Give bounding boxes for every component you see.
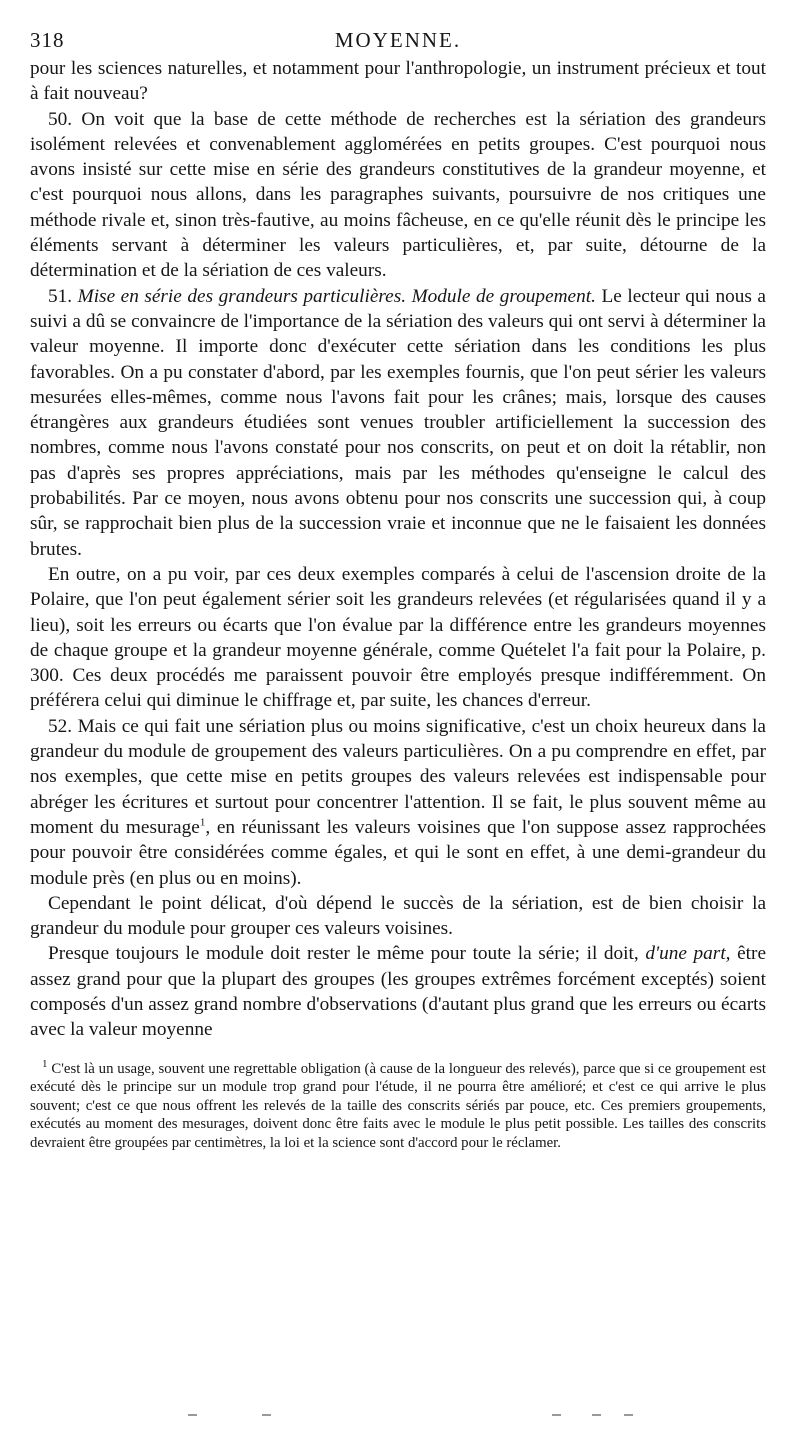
- paragraph: [30, 562, 766, 714]
- section-number: 52.: [48, 715, 73, 737]
- paragraph-text: Cependant le point délicat, d'où dépend le succès de la sériation, est de bien choisir la grandeur du module pour grouper ces valeurs voisines.: [30, 892, 766, 940]
- paragraph-51: [30, 284, 766, 562]
- section-heading: Mise en série des grandeurs particulières. Module de groupement.: [77, 285, 596, 307]
- footnote: [30, 1057, 766, 1153]
- scan-mark: [592, 1414, 601, 1416]
- paragraph: [30, 941, 766, 1042]
- scan-mark: [624, 1414, 633, 1416]
- page: [30, 22, 766, 1152]
- paragraph-text: être assez grand pour que la plupart des groupes (les groupes extrêmes forcément exceptés) soient composés d'un assez grand nombre d'observations (d'autant plus grand que les erreurs ou écarts avec la valeur moyenne: [30, 943, 767, 1041]
- emphasis: d'une part,: [645, 943, 731, 965]
- paragraph-text: Le lecteur qui nous a suivi a dû se convaincre de l'importance de la sériation des valeurs qui ont servi à déterminer la valeur moyenne. Il importe donc d'exécuter cette sériation dans les conditions les plus favorables. On a pu constater d'abord, par les exemples fournis, que l'on peut sérier les valeurs mesurées elles-mêmes, comme nous l'avons fait pour les crânes; mais, lorsque des causes étrangères aux grandeurs étudiées sont venues troubler artificiellement la succession des nombres, comme nous l'avons constaté pour nos conscrits, on peut et on doit la rétablir, non pas d'après ses propres appréciations, mais par les méthodes qu'enseigne le calcul des probabilités. Par ce moyen, nous avons obtenu pour nos conscrits une succession qui, à coup sûr, se rapprochait bien plus de la succession vraie et inconnue que ne le faisaient les données brutes.: [30, 285, 766, 560]
- paragraph-text: En outre, on a pu voir, par ces deux exemples comparés à celui de l'ascension droite de la Polaire, que l'on peut également sérier soit les grandeurs relevées (et régularisées quand il y a lieu), soit les erreurs ou écarts que l'on évalue par la différence entre les grandeurs moyennes de chaque groupe et la grandeur moyenne générale, comme Quételet l'a fait pour la Polaire, p. 300. Ces deux procédés me paraissent pouvoir être employés presque indifféremment. On préférera celui qui diminue le chiffrage et, par suite, les chances d'erreur.: [30, 563, 766, 712]
- footnote-text: C'est là un usage, souvent une regrettable obligation (à cause de la longueur des relevés), parce que si ce groupement est exécuté dès le principe sur un module trop grand pour l'étude, il ne pourra être amélioré; et c'est ce qui arrive le plus souvent; c'est ce que nous offrent les relevés de la taille des conscrits sériés par pouce, etc. Ces premiers groupements, exécutés au moment des mesurages, doivent donc être faits avec le module le plus petit possible. Les tailles des conscrits devraient être groupées par centimètres, la loi et la science sont d'accord pour le réclamer.: [30, 1060, 766, 1151]
- scan-mark: [552, 1414, 561, 1416]
- paragraph-text: Mais ce qui fait une sériation plus ou moins significative, c'est un choix heureux dans la grandeur du module de groupement des valeurs particulières. On a pu comprendre en effet, par nos exemples, que cette mise en petits groupes des valeurs relevées est indispensable pour abréger les écritures et surtout pour concentrer l'attention. Il se fait, le plus souvent même au moment du mesurage: [30, 715, 766, 838]
- page-number: 318: [30, 28, 65, 52]
- paragraph-text: , en réunissant les valeurs voisines que l'on suppose assez rapprochées pour pouvoir être considérées comme égales, et qui le sont en effet, à une demi-grandeur du module près (en plus ou en moins).: [30, 816, 766, 889]
- paragraph-52: [30, 714, 766, 891]
- footnote-marker: 1: [42, 1057, 48, 1070]
- paragraph-50: [30, 107, 766, 284]
- bottom-scan-marks: [0, 1414, 800, 1418]
- body-text: [30, 56, 766, 1043]
- footnote-reference[interactable]: 1: [199, 816, 206, 829]
- running-title: MOYENNE.: [334, 28, 462, 52]
- section-number: 50.: [48, 108, 73, 130]
- scan-mark: [188, 1414, 197, 1416]
- paragraph-continuation: [30, 56, 766, 107]
- running-head: [30, 22, 766, 56]
- paragraph-text: Presque toujours le module doit rester le même pour toute la série; il doit,: [48, 943, 639, 965]
- paragraph-text: pour les sciences naturelles, et notamment pour l'anthropologie, un instrument précieux et tout à fait nouveau?: [30, 58, 766, 105]
- section-number: 51.: [48, 285, 73, 307]
- scan-mark: [262, 1414, 271, 1416]
- paragraph-text: On voit que la base de cette méthode de recherches est la sériation des grandeurs isolément relevées et convenablement agglomérées en petits groupes. C'est pourquoi nous avons insisté sur cette mise en série des grandeurs constitutives de la grandeur moyenne, et c'est pourquoi nous allons, dans les paragraphes suivants, poursuivre de nos critiques une méthode rivale et, sinon très-fautive, au moins fâcheuse, en ce qu'elle réunit dès le principe les éléments servant à déterminer les valeurs particulières, et, par suite, détourne de la détermination et de la sériation de ces valeurs.: [30, 108, 766, 282]
- paragraph: [30, 891, 766, 942]
